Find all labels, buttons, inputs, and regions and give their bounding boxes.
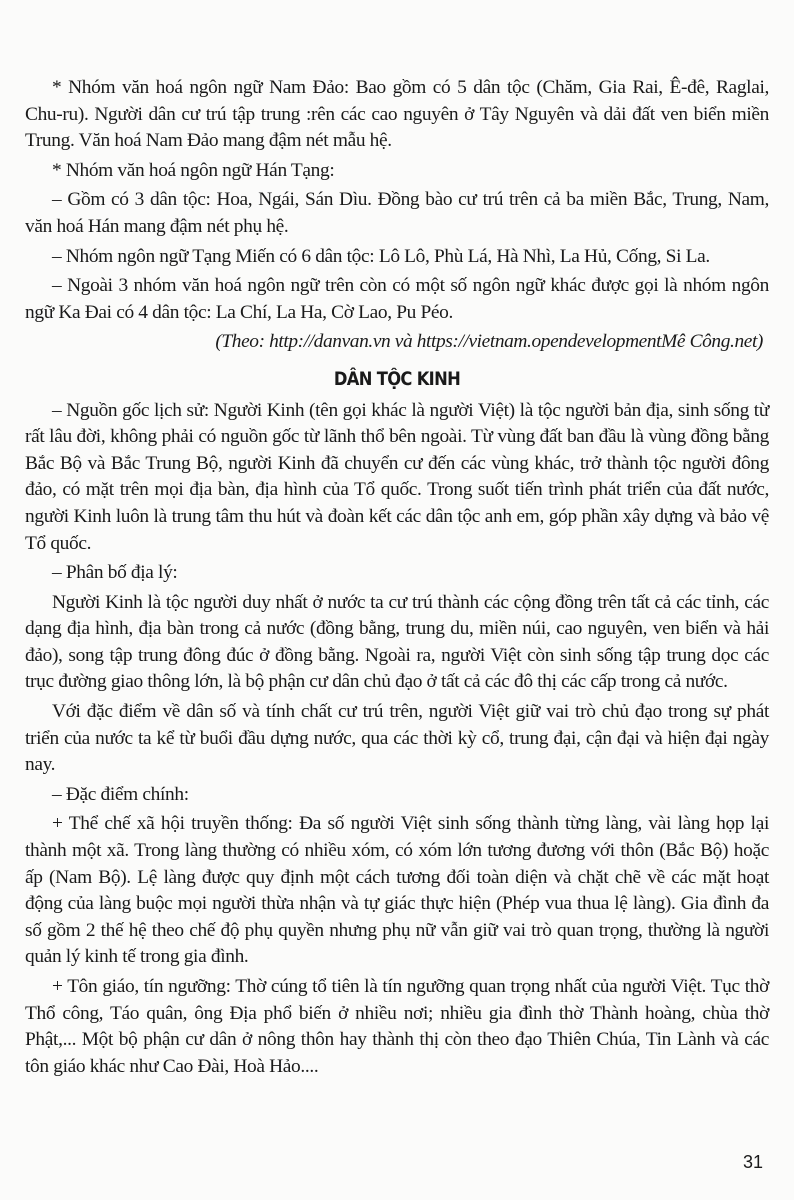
page-number: 31 <box>742 1152 763 1172</box>
paragraph-distribution: Người Kinh là tộc người duy nhất ở nước ta cư trú thành các cộng đồng trên tất cả các tỉnh, các dạng địa hình, địa bàn trong cả nước (đồng bằng, trung du, miền núi, cao nguyên, ven biển và hải đảo), song tập trung đông đúc ở đồng bằng. Ngoài ra, người Việt còn sinh sống tập trung dọc các trục đường giao thông lớn, là bộ phận cư dân chủ đạo ở tất cả các đô thị các cấp trong cả nước. <box>25 591 769 693</box>
paragraph-social-system: + Thể chế xã hội truyền thống: Đa số người Việt sinh sống thành từng làng, vài làng họp lại thành một xã. Trong làng thường có nhiều xóm, có xóm lớn tương đương với thôn (Bắc Bộ) hoặc ấp (Nam Bộ). Lệ làng được quy định một cách tương đối toàn diện và chặt chẽ về các mặt hoạt động của làng buộc mọi người thừa nhận và tự giác thực hiện (Phép vua thua lệ làng). Gia đình đa số gồm 2 thế hệ theo chế độ phụ quyền nhưng phụ nữ vẫn giữ vai trò quan trọng, thường là người quản lý kinh tế trong gia đình. <box>25 813 769 968</box>
paragraph-religion: + Tôn giáo, tín ngưỡng: Thờ cúng tổ tiên là tín ngưỡng quan trọng nhất của người Việt. Tục thờ Thổ công, Táo quân, ông Địa phổ biến ở nhiều nơi; nhiều gia đình thờ Thành hoàng, chùa thờ Phật,... Một bộ phận cư dân ở nông thôn hay thành thị còn theo đạo Thiên Chúa, Tin Lành và các tôn giáo khác như Cao Đài, Hoà Hảo.... <box>25 976 769 1077</box>
section-heading: DÂN TỘC KINH <box>333 367 461 390</box>
paragraph-origin: – Nguồn gốc lịch sử: Người Kinh (tên gọi khác là người Việt) là tộc người bản địa, sinh sống từ rất lâu đời, không phải có nguồn gốc từ lãnh thổ bên ngoài. Từ vùng đất ban đầu là vùng đồng bằng Bắc Bộ và Bắc Trung Bộ, người Kinh đã chuyển cư đến các vùng khác, trở thành tộc người đông đảo, có mặt trên mọi địa bàn, địa hình của Tổ quốc. Trong suốt tiến trình phát triển của đất nước, người Kinh luôn là trung tâm thu hút và đoàn kết các dân tộc anh em, góp phần xây dựng và bảo vệ Tổ quốc. <box>25 399 769 554</box>
paragraph-ka-dai: – Ngoài 3 nhóm văn hoá ngôn ngữ trên còn có một số ngôn ngữ khác được gọi là nhóm ngôn ngữ Ka Đai có 4 dân tộc: La Chí, La Ha, Cờ Lao, Pu Péo. <box>25 275 769 323</box>
paragraph-han-tang-title: * Nhóm văn hoá ngôn ngữ Hán Tạng: <box>52 159 335 181</box>
source-citation: (Theo: http://danvan.vn và https://vietnam.opendevelopmentMê Công.net) <box>215 331 763 353</box>
paragraph-tang-mien: – Nhóm ngôn ngữ Tạng Miến có 6 dân tộc: Lô Lô, Phù Lá, Hà Nhì, La Hủ, Cống, Si La. <box>52 245 710 267</box>
paragraph-role: Với đặc điểm về dân số và tính chất cư trú trên, người Việt giữ vai trò chủ đạo trong sự phát triển của nước ta kể từ buổi đầu dựng nước, qua các thời kỳ cổ, trung đại, cận đại và hiện đại ngày nay. <box>25 701 769 776</box>
paragraph-distribution-title: – Phân bố địa lý: <box>52 562 178 584</box>
paragraph-han-tang-groups: – Gồm có 3 dân tộc: Hoa, Ngái, Sán Dìu. Đồng bào cư trú trên cả ba miền Bắc, Trung, Nam, văn hoá Hán mang đậm nét phụ hệ. <box>25 189 769 237</box>
paragraph-nam-dao: * Nhóm văn hoá ngôn ngữ Nam Đảo: Bao gồm có 5 dân tộc (Chăm, Gia Rai, Ê-đê, Raglai, Chu-ru). Người dân cư trú tập trung :rên các cao nguyên ở Tây Nguyên và dải đất ven biển miền Trung. Văn hoá Nam Đảo mang đậm nét mẫu hệ. <box>25 77 769 152</box>
page-body <box>25 75 769 1080</box>
paragraph-features-title: – Đặc điểm chính: <box>52 783 189 805</box>
